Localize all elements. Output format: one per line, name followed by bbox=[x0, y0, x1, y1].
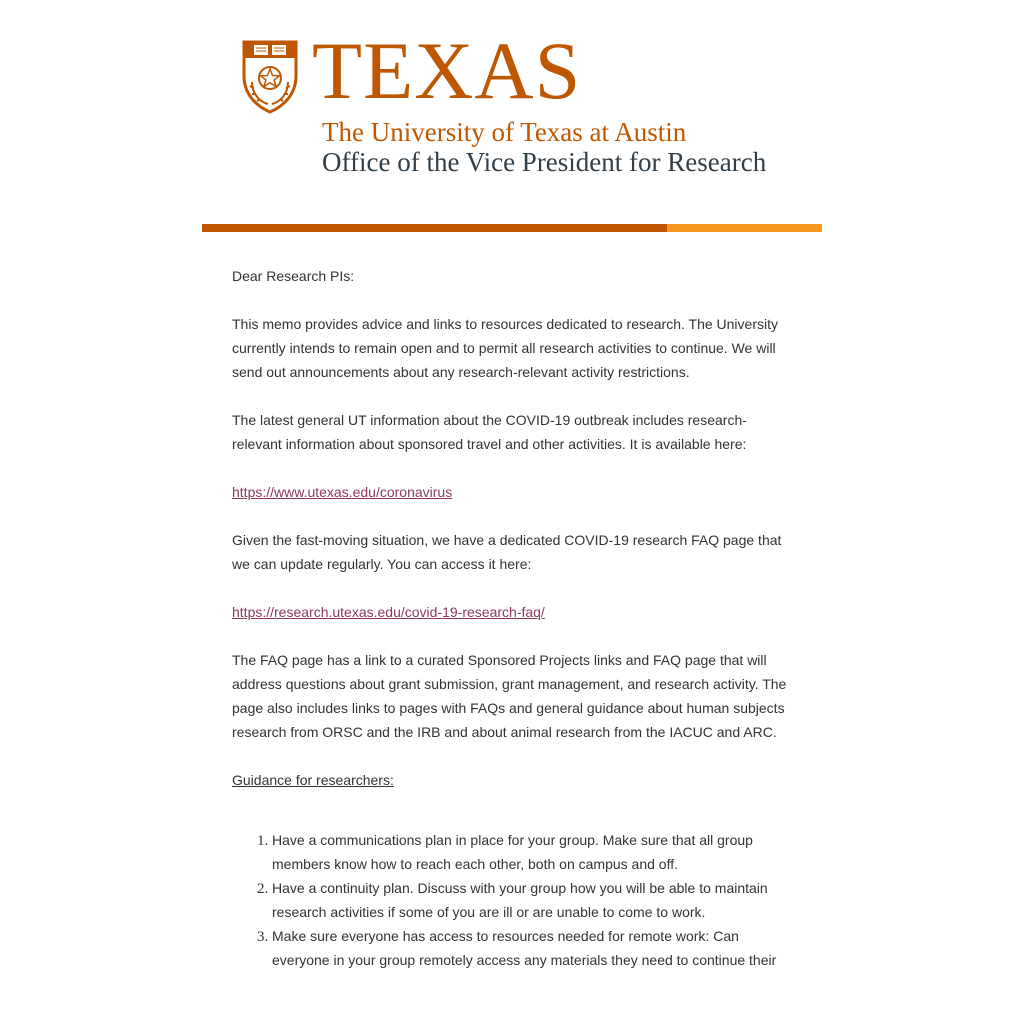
research-faq-link[interactable]: https://research.utexas.edu/covid-19-research-faq/ bbox=[232, 604, 545, 620]
link-paragraph-2 bbox=[232, 600, 792, 624]
guidance-heading: Guidance for researchers: bbox=[232, 772, 394, 788]
list-item: 1. Have a communications plan in place for your group. Make sure that all group members know how to reach each other, both on campus and off. bbox=[272, 828, 792, 876]
header-rule-dark bbox=[202, 224, 667, 232]
office-name: Office of the Vice President for Research bbox=[322, 147, 767, 177]
list-item: 2. Have a continuity plan. Discuss with your group how you will be able to maintain research activities if some of you are ill or are unable to come to work. bbox=[272, 876, 792, 924]
paragraph-intro: This memo provides advice and links to resources dedicated to research. The University currently intends to remain open and to permit all research activities to continue. We will send out announcements about any research-relevant activity restrictions. bbox=[232, 316, 778, 380]
list-item: 3. Make sure everyone has access to resources needed for remote work: Can everyone in your group remotely access any materials they need to continue their bbox=[272, 924, 792, 972]
paragraph-faq: Given the fast-moving situation, we have a dedicated COVID-19 research FAQ page that we can update regularly. You can access it here: bbox=[232, 532, 782, 572]
memo-body bbox=[232, 264, 792, 972]
letterhead bbox=[202, 0, 822, 232]
link-paragraph-1 bbox=[232, 480, 792, 504]
guidance-list bbox=[232, 828, 792, 972]
ut-shield-logo bbox=[240, 36, 300, 114]
paragraph-ut-info: The latest general UT information about the COVID-19 outbreak includes research-relevant information about sponsored travel and other activities. It is available here: bbox=[232, 412, 747, 452]
texas-wordmark: TEXAS bbox=[312, 25, 582, 116]
university-name: The University of Texas at Austin bbox=[322, 117, 687, 147]
greeting: Dear Research PIs: bbox=[232, 268, 355, 284]
coronavirus-link[interactable]: https://www.utexas.edu/coronavirus bbox=[232, 484, 453, 500]
header-rule-light bbox=[667, 224, 822, 232]
paragraph-sponsored-projects: The FAQ page has a link to a curated Sponsored Projects links and FAQ page that will address questions about grant submission, grant management, and research activity. The page also includes links to pages with FAQs and general guidance about human subjects research from ORSC and the IRB and about animal research from the IACUC and ARC. bbox=[232, 652, 787, 740]
